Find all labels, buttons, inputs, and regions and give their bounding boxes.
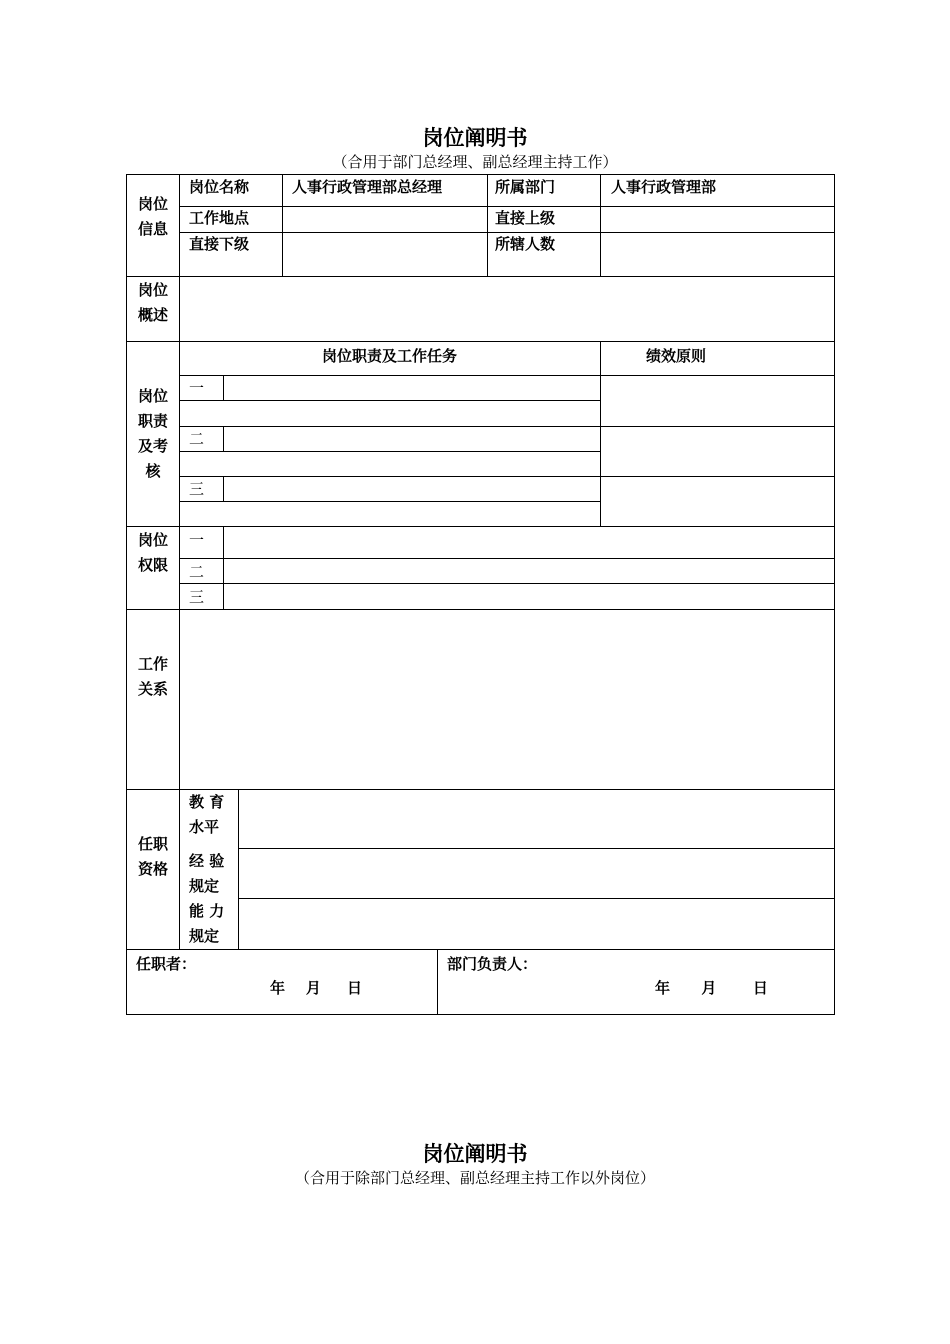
job-description-form [126, 174, 835, 1015]
experience-label: 经 验规定 [189, 852, 225, 895]
direct-subordinate-label: 直接下级 [189, 235, 250, 253]
section-label-duties: 岗位职责及考核 [137, 387, 168, 480]
section-label-relations: 工作关系 [137, 655, 168, 698]
position-name-value[interactable]: 人事行政管理部总经理 [292, 178, 443, 196]
page-title: 岗位阐明书 [422, 125, 528, 150]
ability-label: 能 力规定 [189, 902, 225, 945]
manager-date[interactable]: 年 月 日 [655, 979, 768, 997]
duties-header-kpi: 绩效原则 [645, 347, 706, 365]
page-subtitle: （合用于部门总经理、副总经理主持工作） [332, 153, 618, 171]
page-subtitle-second: （合用于除部门总经理、副总经理主持工作以外岗位） [294, 1169, 655, 1187]
department-label: 所属部门 [495, 178, 556, 196]
section-label-overview: 岗位概述 [137, 281, 168, 324]
manager-signature-label: 部门负责人： [447, 955, 538, 973]
work-location-label: 工作地点 [189, 209, 250, 227]
holder-signature-label: 任职者： [136, 955, 197, 973]
section-label-qualification: 任职资格 [137, 835, 168, 878]
page-title-second: 岗位阐明书 [422, 1141, 528, 1166]
holder-date[interactable]: 年 月 日 [270, 979, 362, 997]
section-label-info: 岗位信息 [137, 195, 168, 238]
direct-superior-label: 直接上级 [495, 209, 556, 227]
authority-item-number: 二 [189, 563, 205, 581]
headcount-label: 所辖人数 [495, 235, 556, 253]
duty-item-number: 三 [189, 480, 205, 498]
position-name-label: 岗位名称 [189, 178, 250, 196]
education-label: 教 育水平 [189, 793, 225, 836]
duty-item-number: 二 [189, 430, 205, 448]
authority-item-number: 三 [189, 588, 205, 606]
authority-item-number: 一 [189, 531, 205, 549]
department-value[interactable]: 人事行政管理部 [611, 178, 717, 196]
section-label-authority: 岗位权限 [137, 531, 168, 574]
duties-header-tasks: 岗位职责及工作任务 [321, 347, 457, 365]
duty-item-number: 一 [189, 379, 205, 397]
